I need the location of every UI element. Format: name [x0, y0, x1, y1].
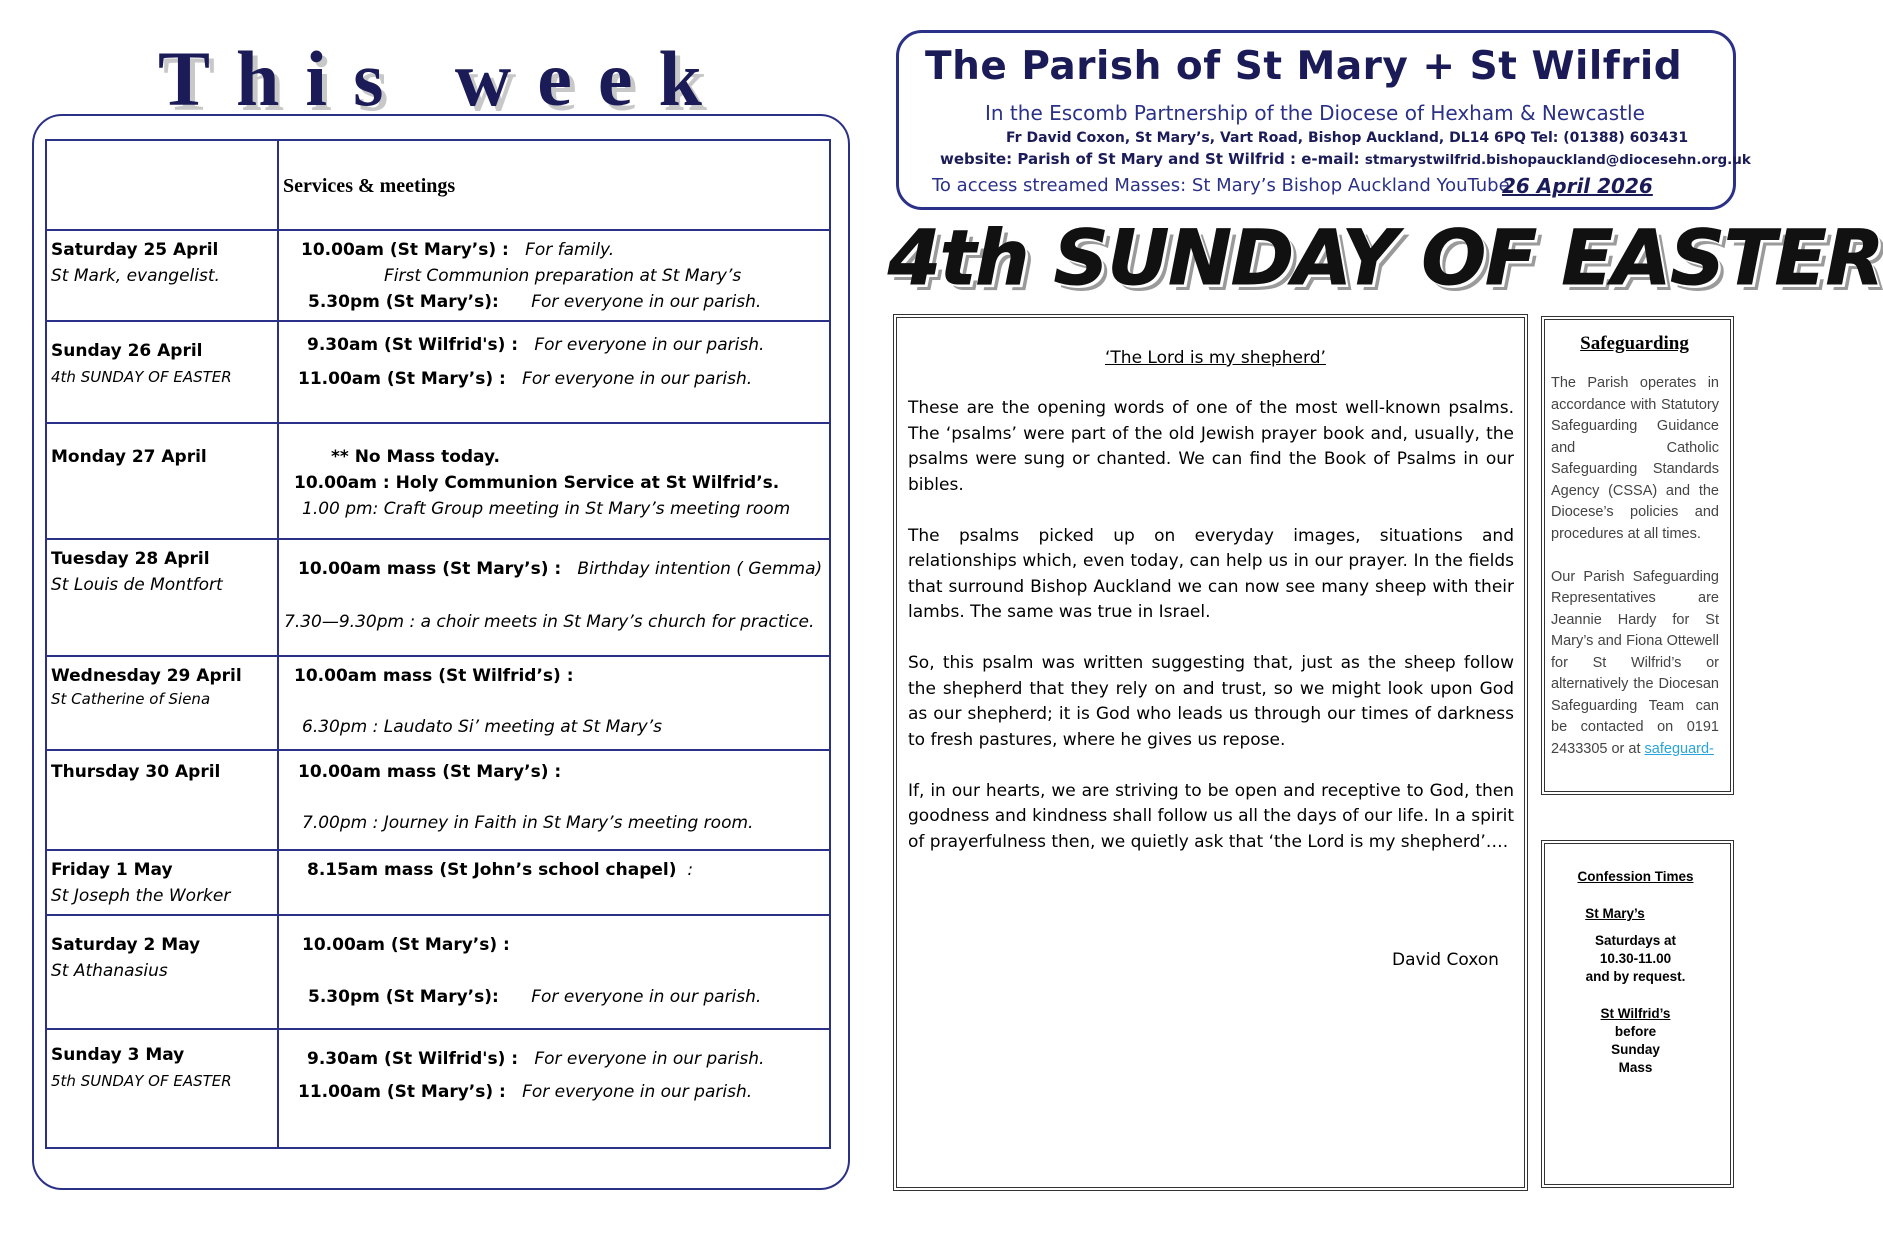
sunday-title: 4th SUNDAY OF EASTER [888, 213, 1883, 302]
schedule-row [46, 423, 830, 539]
service-time: ** No Mass today. [331, 447, 500, 467]
service-note: First Communion preparation at St Mary’s [384, 266, 742, 286]
services-cell [278, 321, 830, 423]
day-name: Saturday 25 April [51, 240, 219, 260]
schedule-row [46, 656, 830, 750]
schedule-row [46, 539, 830, 656]
services-cell [278, 915, 830, 1029]
services-cell [278, 1029, 830, 1148]
parish-address: Fr David Coxon, St Mary’s, Vart Road, Bishop Auckland, DL14 6PQ Tel: (01388) 603431 [1006, 130, 1689, 146]
service-note: For everyone in our parish. [531, 292, 762, 312]
service-time: 10.00am mass (St Mary’s) : [298, 762, 562, 782]
confession-time: Saturdays at [1594, 933, 1677, 948]
safeguarding-paragraph: The Parish operates in accordance with Statutory Safeguarding Guidance and Catholic Safeguarding Standards Agency (CSSA) and the Diocese’s policies and procedures at all times. [1551, 375, 1719, 542]
confession-time: before [1614, 1024, 1657, 1039]
service-note: For everyone in our parish. [531, 987, 762, 1007]
services-cell [278, 423, 830, 539]
service-time: 5.30pm (St Mary’s): [308, 292, 499, 312]
service-time: 10.00am mass (St Mary’s) : [298, 559, 562, 579]
service-note: 1.00 pm: Craft Group meeting in St Mary’s meeting room [302, 499, 791, 519]
schedule-header-row [46, 140, 830, 230]
confession-church: St Mary’s [1585, 906, 1645, 921]
email-link[interactable]: stmarystwilfrid.bishopauckland@diocesehn.org.uk [1364, 152, 1751, 168]
schedule-row [46, 230, 830, 321]
reflection-paragraph: These are the opening words of one of the most well-known psalms. The ‘psalms’ were part of the old Jewish prayer book and, usually, the psalms were sung or chanted. We can find the Book of Psalms in our bibles. [908, 398, 1514, 495]
service-note: 7.30—9.30pm : a choir meets in St Mary’s church for practice. [284, 612, 815, 632]
safeguarding-link[interactable]: safeguard- [1644, 740, 1714, 757]
reflection-paragraph: The psalms picked up on everyday images, situations and relationships which, even today, can help us in our prayer. In the fields that surround Bishop Auckland we can now see many sheep with their lambs. The same was true in Israel. [908, 525, 1514, 622]
service-line [279, 1072, 829, 1105]
safeguarding-contact: Our Parish Safeguarding Representatives are Jeannie Hardy for St Mary’s and Fiona Ottewell for St Wilfrid’s or alternatively the Diocesan Safeguarding Team can be contacted on 0191 2433305 or at [1551, 568, 1719, 757]
service-line [279, 958, 829, 1010]
website-label: website: Parish of St Mary and St Wilfrid : e-mail: [940, 150, 1360, 168]
day-name: Friday 1 May [51, 860, 173, 880]
service-time: 10.00am : Holy Communion Service at St Wilfrid’s. [294, 473, 780, 493]
reflection-paragraph: If, in our hearts, we are striving to be open and receptive to God, then goodness and kindness shall follow us all the days of our life. In a spirit of prayerfulness then, we quietly ask that ‘the Lord is my shepherd’…. [908, 780, 1514, 852]
reflection-body [908, 396, 1514, 881]
day-feast: St Louis de Montfort [51, 575, 223, 595]
day-cell [46, 1029, 278, 1148]
confession-time: and by request. [1585, 969, 1686, 984]
confession-church: St Wilfrid’s [1600, 1006, 1671, 1021]
parish-subtitle: In the Escomb Partnership of the Diocese of Hexham & Newcastle [985, 101, 1645, 125]
service-note: : [687, 860, 694, 880]
day-cell [46, 423, 278, 539]
service-line [279, 231, 829, 263]
service-note: For family. [525, 240, 615, 260]
day-cell [46, 850, 278, 915]
schedule-row [46, 750, 830, 850]
service-line [279, 1030, 829, 1072]
services-header: Services & meetings [283, 175, 456, 197]
day-name: Saturday 2 May [51, 935, 201, 955]
service-note: 7.00pm : Journey in Faith in St Mary’s meeting room. [302, 813, 754, 833]
day-feast: 4th SUNDAY OF EASTER [51, 368, 232, 386]
service-line [279, 289, 829, 315]
confession-time: Sunday [1611, 1042, 1660, 1057]
day-feast: 5th SUNDAY OF EASTER [51, 1072, 232, 1090]
service-time: 11.00am (St Mary’s) : [298, 369, 506, 389]
day-cell [46, 321, 278, 423]
day-name: Sunday 26 April [51, 341, 203, 361]
day-feast: St Catherine of Siena [51, 690, 211, 708]
day-name: Sunday 3 May [51, 1045, 185, 1065]
day-cell [46, 915, 278, 1029]
service-note: 6.30pm : Laudato Si’ meeting at St Mary’s [302, 717, 662, 737]
services-cell [278, 850, 830, 915]
day-feast: St Athanasius [51, 961, 168, 981]
service-note: For everyone in our parish. [534, 335, 765, 355]
stream-info: To access streamed Masses: St Mary’s Bishop Auckland YouTube [932, 175, 1510, 196]
safeguarding-paragraph [1551, 567, 1719, 761]
service-line [279, 851, 829, 883]
day-name: Thursday 30 April [51, 762, 221, 782]
confession-time: 10.30-11.00 [1599, 951, 1672, 966]
day-name: Tuesday 28 April [51, 549, 210, 569]
services-cell [278, 539, 830, 656]
schedule-header-empty [46, 140, 278, 230]
reflection-paragraph: So, this psalm was written suggesting that, just as the sheep follow the shepherd that they rely on and trust, so we might look upon God as our shepherd; it is God who leads us through our times of darkness to fresh pastures, where he gives us repose. [908, 653, 1514, 750]
service-line [279, 540, 829, 582]
confession-time: Mass [1618, 1060, 1653, 1075]
parish-title: The Parish of St Mary + St Wilfrid [925, 44, 1683, 89]
day-cell [46, 539, 278, 656]
this-week-heading: This week [158, 35, 728, 122]
services-cell [278, 656, 830, 750]
safeguarding-title: Safeguarding [1580, 333, 1689, 354]
service-time: 8.15am mass (St John’s school chapel) [307, 860, 677, 880]
schedule-table [45, 139, 831, 1149]
safeguarding-body [1551, 373, 1719, 773]
day-cell [46, 750, 278, 850]
services-cell [278, 230, 830, 321]
day-name: Wednesday 29 April [51, 666, 242, 686]
day-name: Monday 27 April [51, 447, 207, 467]
service-note: For everyone in our parish. [522, 1082, 753, 1102]
service-time: 10.00am (St Mary’s) : [302, 935, 510, 955]
day-feast: St Mark, evangelist. [51, 266, 220, 286]
day-feast: St Joseph the Worker [51, 886, 231, 906]
confession-title: Confession Times [1577, 869, 1694, 884]
service-time: 10.00am mass (St Wilfrid’s) : [294, 666, 574, 686]
service-time: 11.00am (St Mary’s) : [298, 1082, 506, 1102]
schedule-row [46, 321, 830, 423]
schedule-header-cell [278, 140, 830, 230]
bulletin-date: 26 April 2026 [1502, 174, 1653, 198]
schedule-row [46, 915, 830, 1029]
service-line [279, 322, 829, 358]
reflection-signature: David Coxon [1392, 950, 1499, 970]
service-note: Birthday intention ( Gemma) [577, 559, 823, 579]
day-cell [46, 656, 278, 750]
services-cell [278, 750, 830, 850]
service-time: 9.30am (St Wilfrid's) : [307, 1049, 519, 1069]
schedule-row [46, 850, 830, 915]
service-note: For everyone in our parish. [534, 1049, 765, 1069]
service-line [279, 358, 829, 392]
schedule-row [46, 1029, 830, 1148]
service-note: For everyone in our parish. [522, 369, 753, 389]
service-time: 5.30pm (St Mary’s): [308, 987, 499, 1007]
day-cell [46, 230, 278, 321]
service-time: 10.00am (St Mary’s) : [301, 240, 509, 260]
service-time: 9.30am (St Wilfrid's) : [307, 335, 519, 355]
parish-contact [940, 150, 1751, 168]
reflection-title: ‘The Lord is my shepherd’ [1105, 348, 1326, 368]
